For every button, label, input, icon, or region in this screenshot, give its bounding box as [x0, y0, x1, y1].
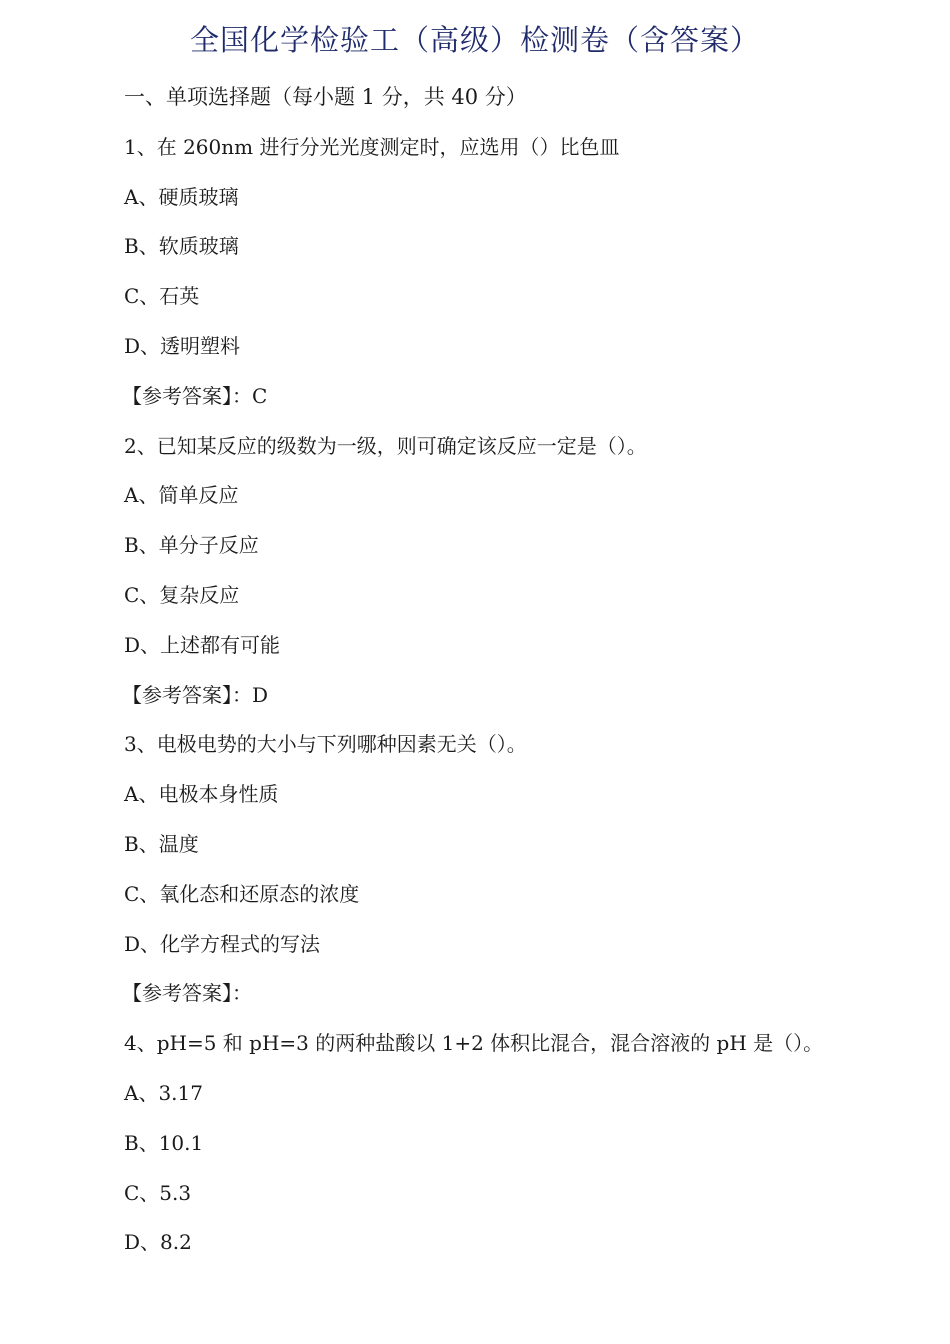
answer-value: C: [252, 383, 268, 408]
option-d: D、上述都有可能: [124, 632, 281, 657]
answer-label: 【参考答案】：: [122, 981, 252, 1006]
option-c: C、石英: [124, 284, 200, 309]
question-3: [124, 726, 924, 1025]
reference-answer: [122, 677, 924, 727]
question-stem: 2、已知某反应的级数为一级，则可确定该反应一定是（）。: [124, 433, 647, 458]
option-d: D、透明塑料: [124, 333, 241, 358]
option-a: A、3.17: [124, 1080, 203, 1105]
option-b: B、软质玻璃: [124, 234, 239, 259]
option-b: B、单分子反应: [124, 533, 259, 558]
option-c: C、氧化态和还原态的浓度: [124, 881, 360, 906]
question-stem: 1、在 260nm 进行分光光度测定时，应选用（）比色皿: [124, 134, 620, 159]
option-d: D、8.2: [124, 1230, 192, 1255]
page-title: 全国化学检验工（高级）检测卷（含答案）: [189, 23, 760, 57]
reference-answer: [122, 378, 924, 428]
option-a: A、硬质玻璃: [124, 184, 239, 209]
option-d: D、化学方程式的写法: [124, 931, 321, 956]
reference-answer: [122, 975, 924, 1025]
option-a: A、电极本身性质: [124, 782, 279, 807]
option-b: B、10.1: [124, 1130, 204, 1155]
question-stem: 3、电极电势的大小与下列哪种因素无关（）。: [124, 732, 527, 757]
section-heading: 一、单项选择题（每小题 1 分，共 40 分）: [124, 85, 527, 109]
option-c: C、复杂反应: [124, 582, 240, 607]
question-4: [124, 1025, 924, 1274]
answer-label: 【参考答案】：: [122, 383, 252, 408]
answer-label: 【参考答案】：: [122, 682, 252, 707]
answer-value: D: [252, 682, 269, 707]
question-stem: 4、pH=5 和 pH=3 的两种盐酸以 1+2 体积比混合，混合溶液的 pH 是（）。: [124, 1031, 824, 1056]
option-c: C、5.3: [124, 1180, 192, 1205]
question-2: [124, 428, 924, 727]
option-a: A、简单反应: [124, 483, 239, 508]
option-b: B、温度: [124, 831, 199, 856]
document-body: [124, 79, 924, 1274]
question-1: [124, 129, 924, 428]
